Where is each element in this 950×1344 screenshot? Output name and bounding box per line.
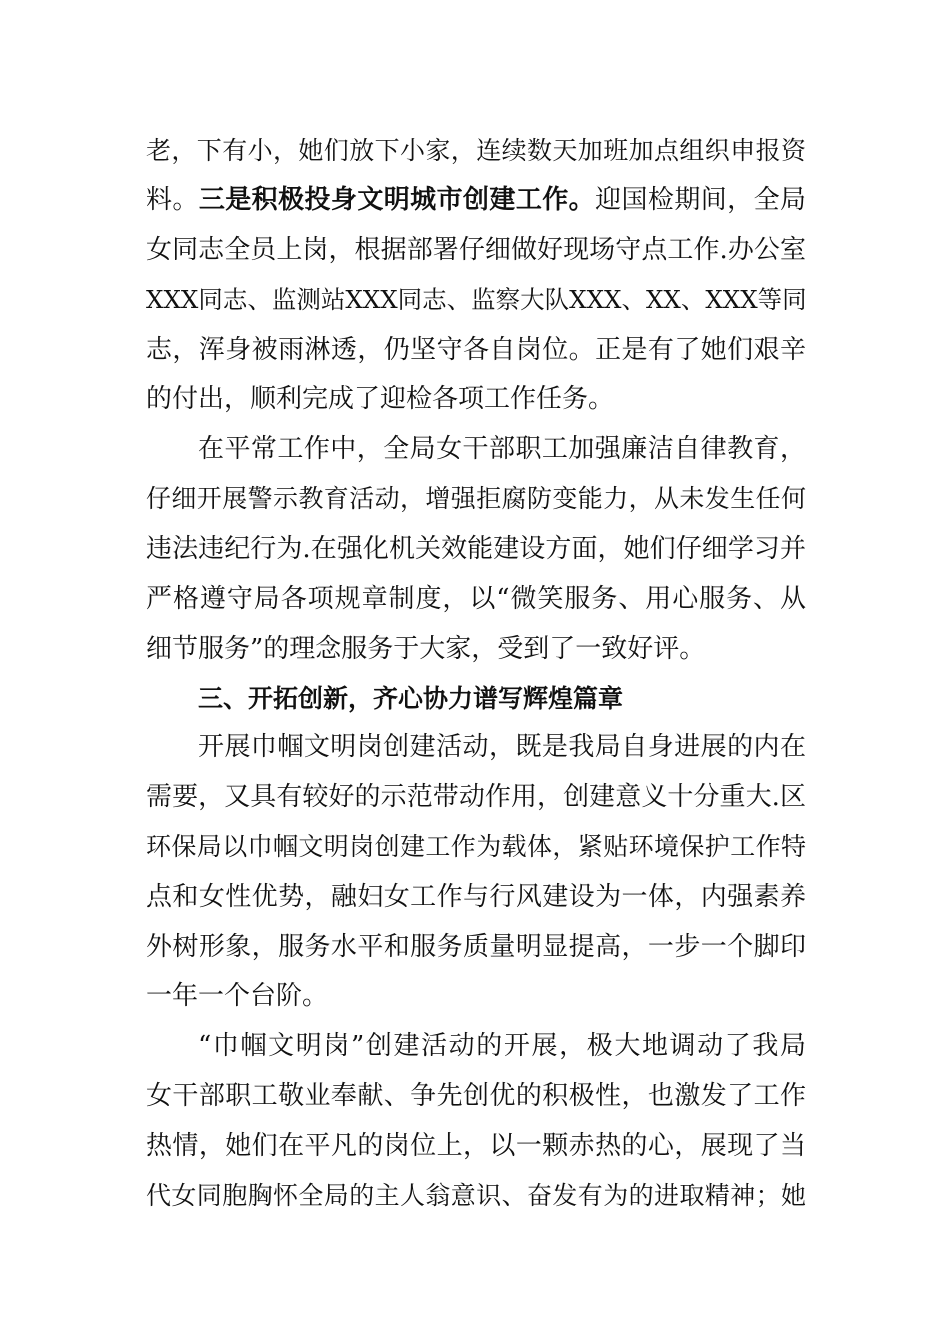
text-line: 违法违纪行为.在强化机关效能建设方面，她们仔细学习并 [146,534,806,564]
paragraph-first-line: 在平常工作中，全局女干部职工加强廉洁自律教育， [198,434,806,464]
text-line: 代女同胞胸怀全局的主人翁意识、奋发有为的进取精神；她 [146,1181,806,1210]
text-line: 热情，她们在平凡的岗位上，以一颗赤热的心，展现了当 [146,1131,806,1161]
text-line: 的付出，顺利完成了迎检各项工作任务。 [146,384,615,414]
paragraph-first-line: “巾帼文明岗”创建活动的开展，极大地调动了我局 [198,1031,806,1061]
text-line: 老，下有小，她们放下小家，连续数天加班加点组织申报资 [146,136,806,165]
text-line: 严格遵守局各项规章制度，以“微笑服务、用心服务、从 [146,584,806,614]
text-line: 志，浑身被雨淋透，仍坚守各自岗位。正是有了她们艰辛 [146,335,806,365]
text-line: 女同志全员上岗，根据部署仔细做好现场守点工作.办公室 [146,235,806,265]
text-line: 细节服务”的理念服务于大家，受到了一致好评。 [146,634,706,664]
text-line: 女干部职工敬业奉献、争先创优的积极性，也激发了工作 [146,1081,806,1111]
text-span: 料。 [146,185,199,215]
text-line: 仔细开展警示教育活动，增强拒腐防变能力，从未发生任何 [146,484,806,513]
text-line: XXX同志、监测站XXX同志、监察大队XXX、XX、XXX等同 [146,285,807,314]
text-line: 外树形象，服务水平和服务质量明显提高，一步一个脚印 [146,932,806,962]
section-heading: 三、开拓创新，齐心协力谱写辉煌篇章 [198,684,624,713]
text-line: 环保局以巾帼文明岗创建工作为载体，紧贴环境保护工作特 [146,832,806,861]
text-span: 迎国检期间，全局 [595,185,806,215]
bold-emphasis: 三是积极投身文明城市创建工作。 [198,185,596,215]
text-line: 一年一个台阶。 [146,981,329,1011]
text-line [146,175,806,225]
paragraph-first-line: 开展巾帼文明岗创建活动，既是我局自身进展的内在 [198,732,806,762]
text-line: 需要，又具有较好的示范带动作用，创建意义十分重大.区 [146,782,806,812]
text-line: 点和女性优势，融妇女工作与行风建设为一体，内强素养 [146,882,806,912]
